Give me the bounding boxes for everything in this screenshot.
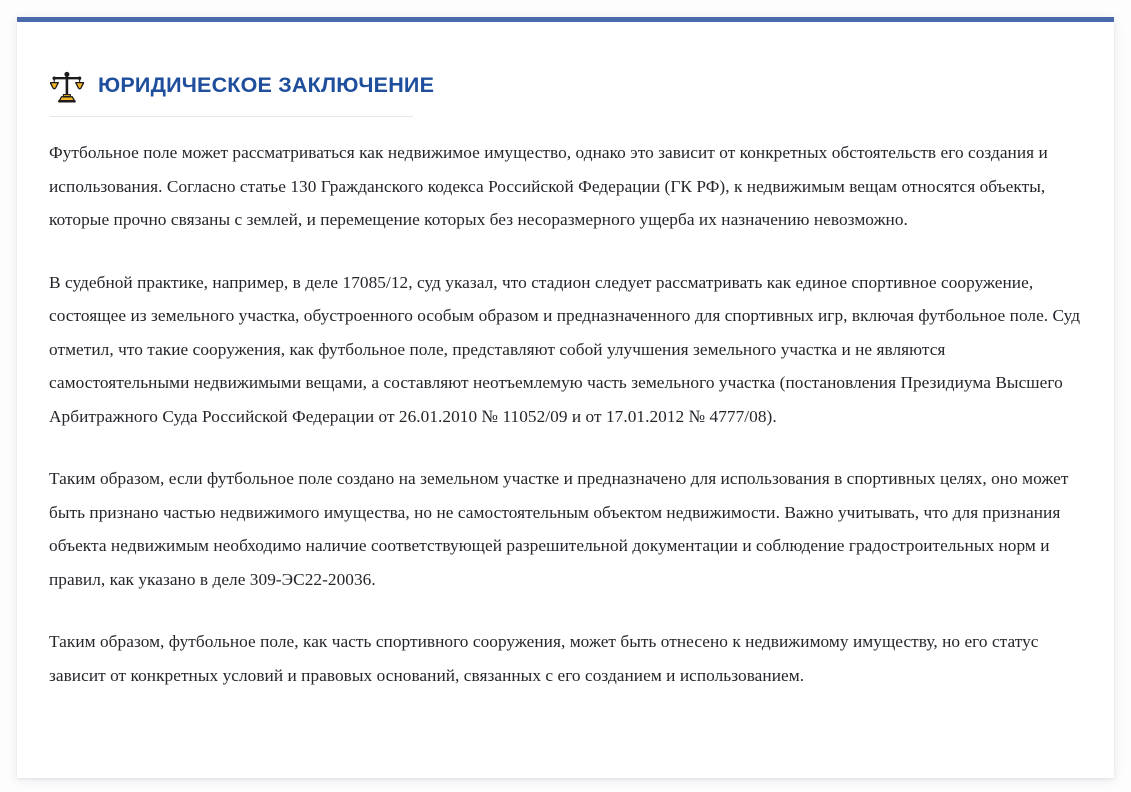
legal-opinion-card <box>17 17 1114 778</box>
paragraph: Таким образом, если футбольное поле создано на земельном участке и предназначено для использования в спортивных целях, оно может быть признано частью недвижимого имущества, но не самостоятельным объектом недвижимости. Важно учитывать, что для признания объекта недвижимым необходимо наличие соответствующей разрешительной документации и соблюдение градостроительных норм и правил, как указано в деле 309-ЭС22-20036. <box>49 469 1069 589</box>
paragraph: Таким образом, футбольное поле, как часть спортивного сооружения, может быть отнесено к недвижимому имуществу, но его статус зависит от конкретных условий и правовых оснований, связанных с его созданием и использованием. <box>49 632 1039 685</box>
scales-of-justice-icon <box>50 69 84 103</box>
card-content <box>17 22 1114 692</box>
paragraph: В судебной практике, например, в деле 17085/12, суд указал, что стадион следует рассматривать как единое спортивное сооружение, состоящее из земельного участка, обустроенного особым образом и предназначенного для спортивных игр, включая футбольное поле. Суд отметил, что такие сооружения, как футбольное поле, представляют собой улучшения земельного участка и не являются самостоятельными недвижимыми вещами, а составляют неотъемлемую часть земельного участка (постановления Президиума Высшего Арбитражного Суда Российской Федерации от 26.01.2010 № 11052/09 и от 17.01.2012 № 4777/08). <box>49 272 1081 426</box>
document-header <box>50 69 435 117</box>
legal-opinion-body <box>49 136 1082 692</box>
page-title: ЮРИДИЧЕСКОЕ ЗАКЛЮЧЕНИЕ <box>98 73 435 98</box>
paragraph: Футбольное поле может рассматриваться как недвижимое имущество, однако это зависит от конкретных обстоятельств его создания и использования. Согласно статье 130 Гражданского кодекса Российской Федерации (ГК РФ), к недвижимым вещам относятся объекты, которые прочно связаны с землей, и перемещение которых без несоразмерного ущерба их назначению невозможно. <box>49 143 1048 229</box>
